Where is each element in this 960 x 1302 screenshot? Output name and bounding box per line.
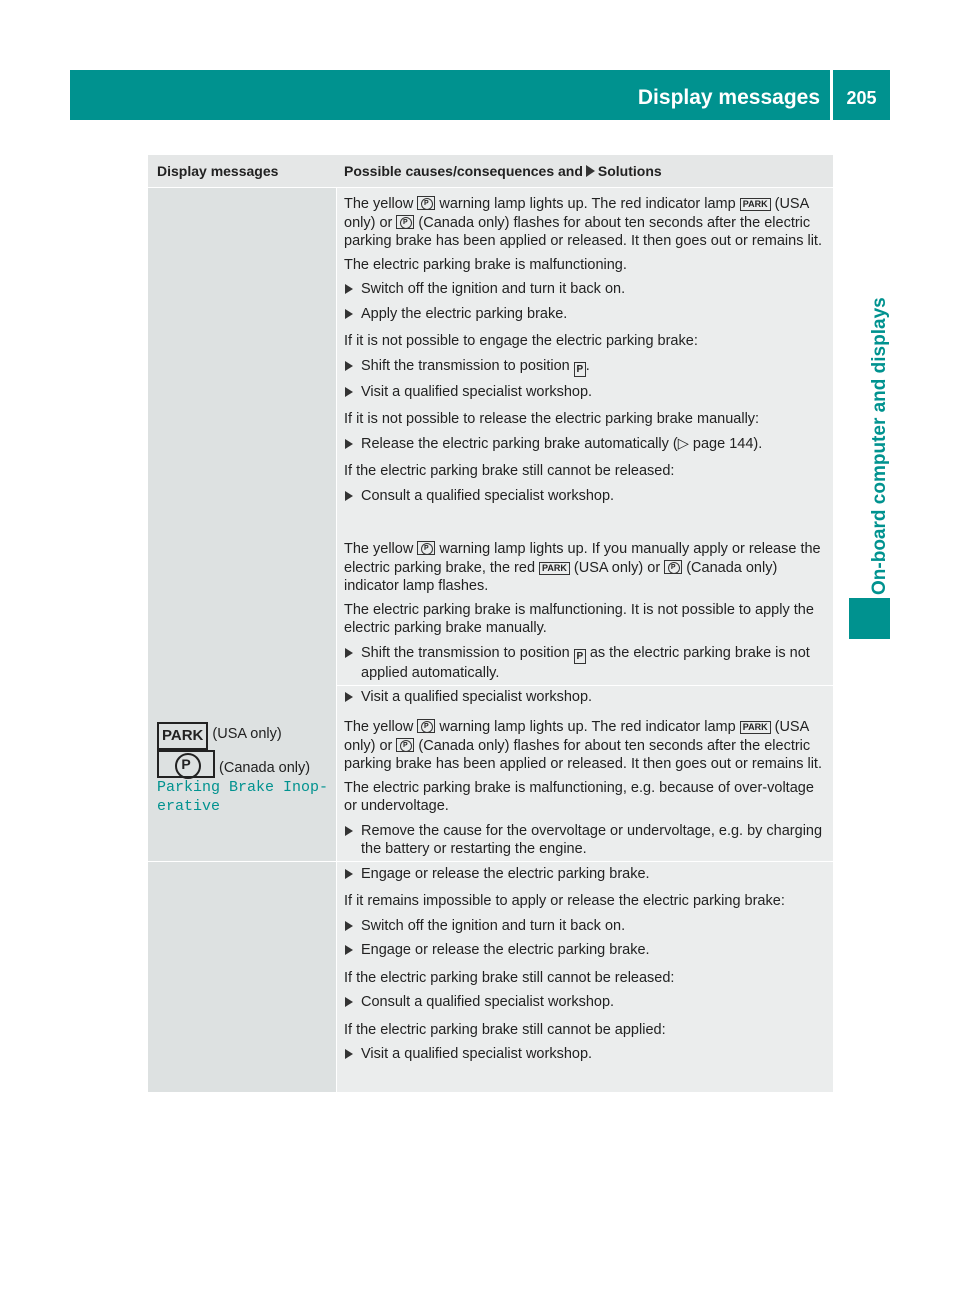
- row-2-step: Visit a qualified specialist workshop.: [344, 688, 829, 707]
- row-3-step: Consult a qualified specialist workshop.: [344, 993, 829, 1012]
- brake-warning-icon: P: [664, 560, 682, 574]
- chapter-marker: [849, 598, 890, 639]
- park-indicator-icon: PARK: [157, 722, 208, 750]
- row-3-condition: If it remains impossible to apply or release the electric parking brake:: [344, 893, 785, 909]
- display-message-text: Parking Brake Inop‐ erative: [157, 779, 329, 815]
- row-3-step: Remove the cause for the overvoltage or undervoltage, e.g. by charging the battery or restarting the engine.: [344, 822, 829, 859]
- row-1-step: Consult a qualified specialist workshop.: [344, 487, 829, 506]
- col-header-solutions-text: Solutions: [597, 163, 662, 179]
- row-3-condition: If the electric parking brake still cannot be applied:: [344, 1021, 666, 1038]
- park-lamp-icon: PARK: [740, 721, 771, 734]
- row-1-condition: If the electric parking brake still cannot be released:: [344, 463, 675, 479]
- message-column: [148, 188, 336, 1092]
- page-number: 205: [846, 88, 877, 108]
- row-1-content: [344, 195, 829, 505]
- row-3-condition: If the electric parking brake still cannot be released:: [344, 969, 675, 986]
- brake-warning-icon: P: [417, 541, 435, 555]
- page-ref-icon: ▷: [677, 435, 689, 452]
- row-2-step: Shift the transmission to position P as the electric parking brake is not applied automatically.: [344, 644, 829, 683]
- row-1-step: Visit a qualified specialist workshop.: [344, 383, 829, 402]
- brake-warning-icon: P: [396, 215, 414, 229]
- chapter-label: On-board computer and displays: [869, 297, 890, 595]
- chapter-tab: [849, 140, 890, 600]
- brake-warning-icon: P: [417, 196, 435, 210]
- row-1-step: Release the electric parking brake automatically (▷ page 144).: [344, 435, 829, 454]
- brake-warning-icon: P: [396, 738, 414, 752]
- row-3-content: [344, 718, 829, 1064]
- row-2-intro: The yellow P warning lamp lights up. If you manually apply or release the electric parking brake, the red PARK (USA only) or P (Canada only) indicator lamp flashes.: [344, 541, 821, 594]
- col-header-causes-text: Possible causes/consequences and: [344, 163, 583, 179]
- row-3-message: [157, 722, 332, 816]
- row-1-intro: The yellow P warning lamp lights up. The red indicator lamp PARK (USA only) or P (Canada only) flashes for about ten seconds after the electric parking brake has been applied or released. It then goes out or remains lit.: [344, 196, 822, 249]
- brake-warning-icon: P: [417, 719, 435, 733]
- display-messages-table: [148, 155, 833, 1092]
- arrow-icon: [586, 165, 595, 177]
- row-3-indicators: PARK (USA only) P (Canada only): [157, 722, 332, 778]
- row-3-cause: The electric parking brake is malfunctioning, e.g. because of over-voltage or undervoltage.: [344, 779, 814, 814]
- row-3-step: Engage or release the electric parking brake.: [344, 865, 829, 884]
- row-1-step: Apply the electric parking brake.: [344, 305, 829, 324]
- row-3-intro: The yellow P warning lamp lights up. The red indicator lamp PARK (USA only) or P (Canada only) flashes for about ten seconds after the electric parking brake has been applied or released. It then goes out or remains lit.: [344, 719, 822, 772]
- row-3-step: Switch off the ignition and turn it back on.: [344, 917, 829, 936]
- row-3-step: Engage or release the electric parking brake.: [344, 941, 829, 960]
- page-header: [70, 70, 890, 120]
- gear-p-icon: P: [574, 362, 586, 377]
- row-1-step: Switch off the ignition and turn it back on.: [344, 280, 829, 299]
- gear-p-icon: P: [574, 649, 586, 664]
- col-header-causes: [344, 163, 662, 179]
- park-lamp-icon: PARK: [539, 562, 570, 575]
- row-1-condition: If it is not possible to release the electric parking brake manually:: [344, 411, 760, 427]
- row-1-condition: If it is not possible to engage the electric parking brake:: [344, 333, 698, 349]
- park-lamp-icon: PARK: [740, 198, 771, 211]
- table-header: [148, 155, 833, 187]
- row-1-step: Shift the transmission to position P .: [344, 357, 829, 377]
- col-header-messages: Display messages: [157, 163, 279, 179]
- section-title: Display messages: [637, 86, 820, 109]
- brake-indicator-icon: P: [157, 750, 215, 778]
- row-2-cause: The electric parking brake is malfunctioning. It is not possible to apply the electric parking brake manually.: [344, 601, 814, 636]
- row-2-content: [344, 540, 829, 707]
- row-1-cause: The electric parking brake is malfunctioning.: [344, 256, 627, 273]
- row-3-step: Visit a qualified specialist workshop.: [344, 1045, 829, 1064]
